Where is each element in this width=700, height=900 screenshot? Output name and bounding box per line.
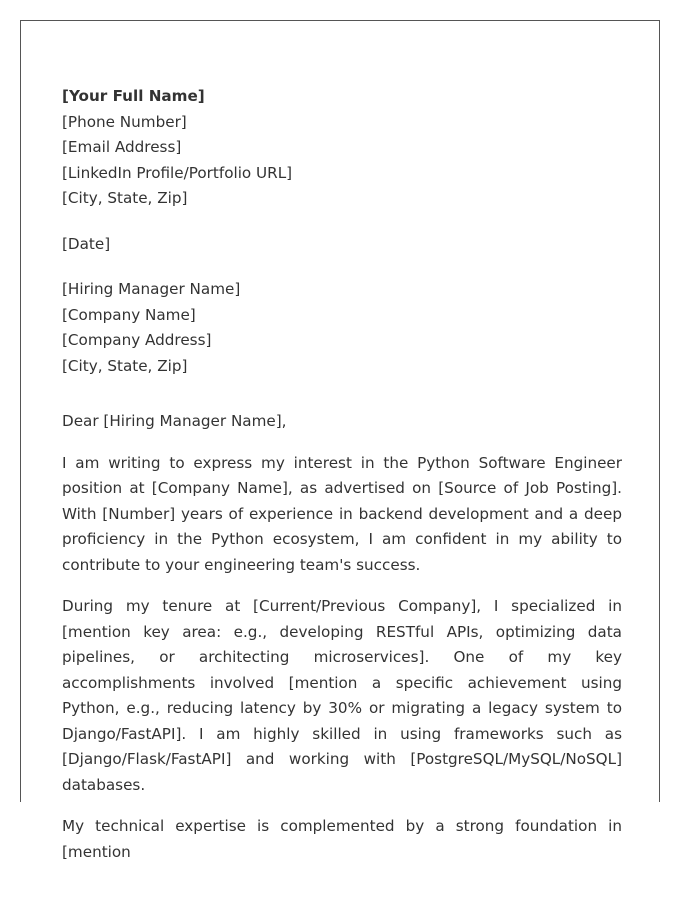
sender-email: [Email Address]	[62, 138, 182, 156]
sender-block	[62, 84, 622, 212]
recipient-address: [Company Address]	[62, 331, 212, 349]
body-paragraph: During my tenure at [Current/Previous Company], I specialized in [mention key area: e.g., developing RESTful APIs, optimizing data pipelines, or architecting microservices]. One of my key accomplishments involved [mention a specific achievement using Python, e.g., reducing latency by 30% or migrating a legacy system to Django/FastAPI]. I am highly skilled in using frameworks such as [Django/Flask/FastAPI] and working with [PostgreSQL/MySQL/NoSQL] databases.	[62, 597, 622, 794]
body-paragraph: I am writing to express my interest in the Python Software Engineer position at [Company Name], as advertised on [Source of Job Posting]. With [Number] years of experience in backend development and a deep proficiency in the Python ecosystem, I am confident in my ability to contribute to your engineering team's success.	[62, 453, 622, 574]
date-block	[62, 232, 622, 258]
letter-date: [Date]	[62, 234, 111, 253]
recipient-city-state-zip: [City, State, Zip]	[62, 356, 188, 375]
sender-city-state-zip: [City, State, Zip]	[62, 189, 188, 207]
sender-phone: [Phone Number]	[62, 112, 187, 131]
recipient-block	[62, 277, 622, 379]
recipient-manager: [Hiring Manager Name]	[62, 280, 241, 298]
salutation: Dear [Hiring Manager Name],	[62, 412, 287, 430]
salutation-block	[62, 409, 622, 435]
recipient-company: [Company Name]	[62, 305, 196, 324]
body-paragraph: My technical expertise is complemented by a strong foundation in [mention	[62, 817, 622, 861]
cover-letter-body	[62, 84, 622, 865]
sender-name: [Your Full Name]	[62, 87, 205, 105]
sender-linkedin: [LinkedIn Profile/Portfolio URL]	[62, 163, 293, 182]
document-page	[20, 20, 660, 861]
